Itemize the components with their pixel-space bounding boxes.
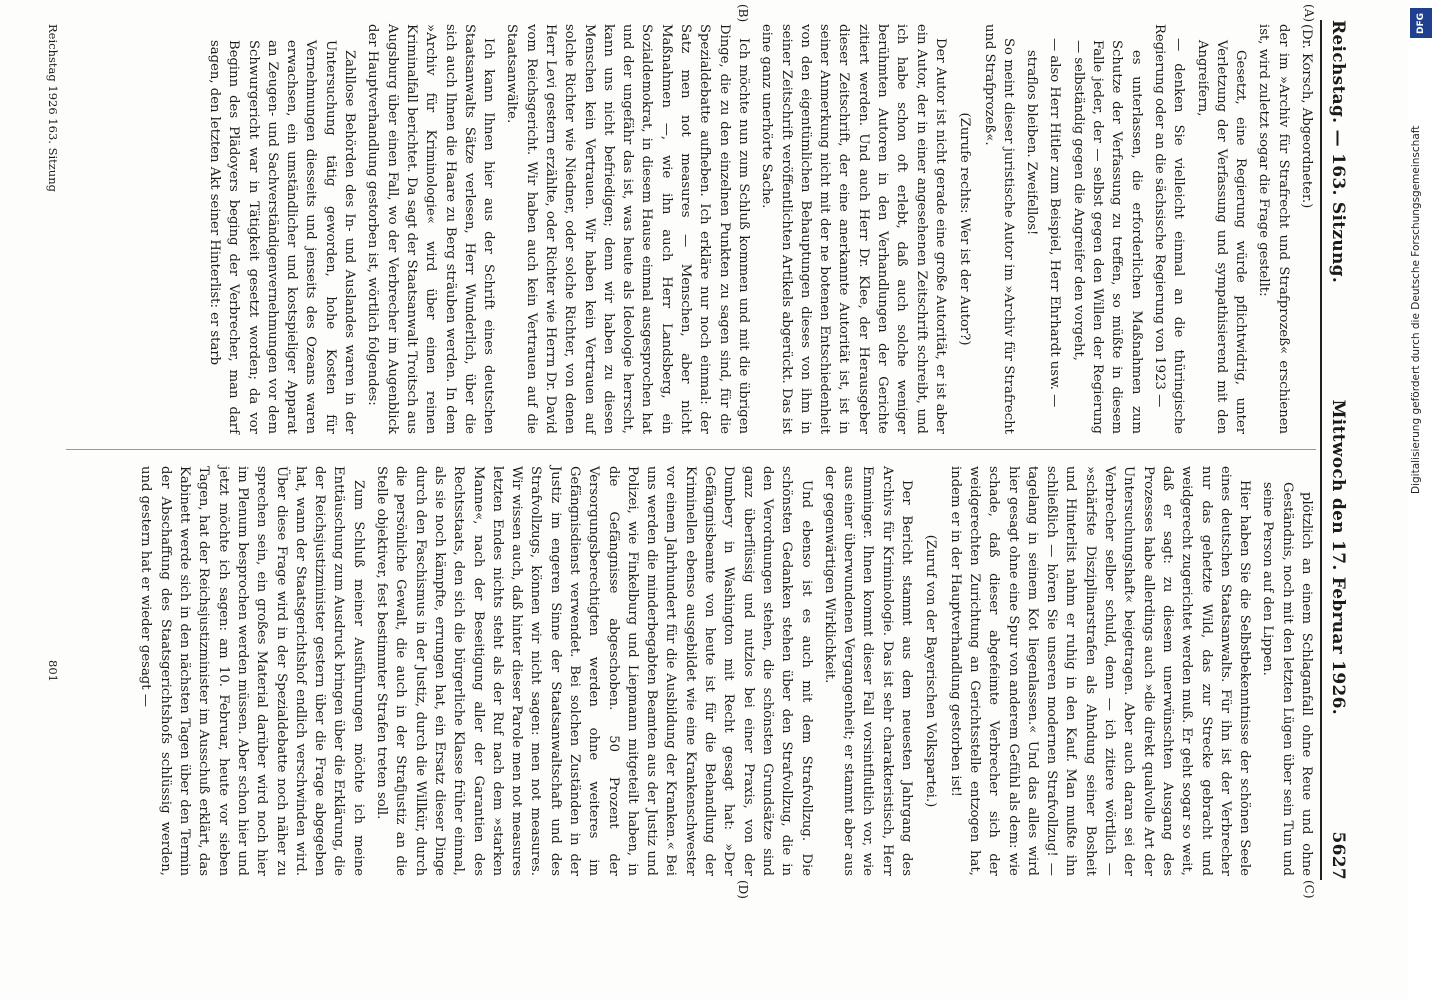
digitization-credit: Digitalisierung gefördert durch die Deutsche Forschungsgemeinschaft xyxy=(1410,125,1422,494)
quotation: straflos bleiben. Zweifellos! xyxy=(1024,50,1040,236)
quotation: Zahllose Behörden des In- und Auslandes waren in der Untersuchung tätig geworden, hohe Kosten für Vernehmungen diesseits und jenseits des Ozeans waren erwachsen, ein umständlicher und kostspieliger Apparat an Zeugen- und Sachverständigenvernehmungen vor dem Schwurgericht war in Tätigkeit gesetzt worden; da vor Beginn des Plädoyers beging der Verbrecher, man darf sagen, den letzten Akt seiner Hinterlist: er starb xyxy=(206,40,358,434)
margin-mark-b: (B) xyxy=(736,4,750,23)
column-rule xyxy=(66,449,1316,450)
paragraph: Ich möchte nun zum Schluß kommen und mit die übrigen Dinge, die zu den einzelnen Punkten zu sagen sind, für die Spezialdebatte aufheben. Ich erkläre nur noch einmal: der Satz men not measures — Menschen, aber nicht Maßnahmen —, wie ihn auch Herr Landsberg, ein Sozialdemokrat, in diesem Hause einmal ausgesprochen hat und der ungefähr das ist, was heute als Ideologie herrscht, kann uns nicht befriedigen; denn wir haben zu diesen Menschen kein Vertrauen. Wir haben kein Vertrauen auf solche Richter wie Niedner, oder solche Richter, von denen Herr Levi gestern erzählte, oder Richter wie Herrn Dr. David vom Reichsgericht. Wir haben auch kein Vertrauen auf die Staatsanwälte. xyxy=(504,24,751,434)
footer-signature: Reichstag 1926 163. Sitzung xyxy=(46,24,60,192)
header-date: Mittwoch den 17. Februar 1926. xyxy=(1328,399,1348,715)
right-margin xyxy=(1408,0,1434,1000)
margin-mark-c: (C) xyxy=(1302,880,1316,899)
quotation: es unterlassen, die erforderlichen Maßnahmen zum Schutze der Verfassung zu treffen, so müßte in diesem Falle jeder, der — selbst gegen den Willen der Regierung — selbständig gegen die Angreifer den vorgeht, xyxy=(1070,40,1144,434)
paragraph: Hier haben Sie die Selbstbekenntnisse der schönen Seele eines deutschen Staatsanwalts. Für ihn ist der Verbrecher nur das gehetzte Wild, das zur Strecke gebracht und weidgerecht zugerichtet werden muß. Er geht sogar so weit, daß er sagt: zu diesem unerwünschten Ausgang des Prozesses habe allerdings auch »die direkt qualvolle Art der Untersuchungshaft« beigetragen. Aber auch daran sei der Verbrecher selber schuld, denn — ich zitiere wörtlich — »schärfste Disziplinarstrafen als Ahndung seiner Bosheit und Hinterlist nahm er ruhig in den Kauf. Man mußte ihn schließlich — hören Sie unseren modernen Strafvollzug! — tagelang in seinem Kot liegenlassen.« Und das alles wird hier gesagt ohne eine Spur von anderem Gefühl als dem: wie schade, daß dieser abgefeimte Verbrecher sich der weidgerechten Zurichtung an Gerichtsstelle entzogen hat, indem er in der Hauptverhandlung gestorben ist! xyxy=(947,466,1253,876)
left-column xyxy=(201,24,1316,434)
interjection: (Zurufe rechts: Wer ist der Autor?) xyxy=(957,112,973,346)
paragraph: Der Bericht stammt aus dem neuesten Jahrgang des Archivs für Kriminologie. Das ist sehr charakteristisch, Herr Emminger. Ihnen kommt dieser Fall vorsintflutlich vor, wie aus einer überwundenen Vergangenheit; er stammt aber aus der gegenwärtigen Wirklichkeit. xyxy=(821,466,915,876)
interjection: (Zuruf von der Bayerischen Volkspartei.) xyxy=(923,534,939,808)
paragraph: Der Autor ist nicht gerade eine große Autorität, er ist aber ein Autor, der in einer angesehenen Zeitschrift schreibt, und ich habe schon oft erlebt, daß auch solche weniger berühmten Autoren in den Verhandlungen der Gerichte zitiert werden. Und auch Herr Dr. Klee, der Herausgeber dieser Zeitschrift, der eine anerkannte Autorität ist, ist in seiner Anmerkung nicht mit der ne botenen Entschiedenheit von den eigentümlichen Behauptungen dieses von ihm in seiner Zeitschrift veröffentlichten Artikels abgerückt. Das ist eine ganz unerhörte Sache. xyxy=(759,24,948,434)
quotation: plötzlich an einem Schlaganfall ohne Reue und ohne Geständnis, noch mit den letzten Lügen über sein Tun und seine Person auf den Lippen. xyxy=(1260,482,1314,876)
paragraph: So meint dieser juristische Autor im »Archiv für Strafrecht und Strafprozeß«. xyxy=(981,24,1016,434)
paragraph: Ich kann Ihnen hier aus der Schrift eines deutschen Staatsanwalts Sätze verlesen, Herr Wunderlich, über die sich auch Ihnen die Haare zu Berg sträuben werden. In dem »Archiv für Kriminologie« wird über einen reinen Kriminalfall berichtet. Da sagt der Staatsanwalt Troitsch aus Augsburg über einen Fall, wo der Verbrecher im Augenblick der Hauptverhandlung gestorben ist, wörtlich folgendes: xyxy=(365,24,497,434)
speaker-line: (Dr. Korsch, Abgeordneter.) xyxy=(1299,24,1314,209)
paragraph: der im »Archiv für Strafrecht und Strafprozeß« erschienen ist, wird zuletzt sogar die Frage gestellt: xyxy=(1256,24,1291,434)
footer-fold-number: 801 xyxy=(46,660,60,682)
running-head xyxy=(1320,20,1348,880)
paragraph: — also Herr Hitler zum Beispiel, Herr Ehrhardt usw. — xyxy=(1047,38,1063,408)
right-column xyxy=(132,466,1316,876)
paragraph: — denken Sie vielleicht einmal an die thüringische Regierung oder an die sächsische Regierung von 1923 — xyxy=(1151,24,1187,434)
paragraph: Und ebenso ist es auch mit dem Strafvollzug. Die schönsten Gedanken stehen über den Strafvollzug, die in den Verordnungen stehen, die schönsten Grundsätze sind ganz überflüssig und nutzlos bei einer Praxis, von der Dumbery in Washington mit Recht gesagt hat: »Der Gefängnisbeamte von heute ist für die Behandlung der Kriminellen ebenso ausgebildet wie eine Krankenschwester vor einem Jahrhundert für die Ausbildung der Kranken.« Bei uns werden die minderbegabten Beamten aus der Justiz und Polizei, wie Finkelburg und Liepmann mitgeteilt haben, in die Gefängnisse abgeschoben. 50 Prozent der Versorgungsberechtigten werden ohne weiteres im Gefängnisdienst verwendet. Bei solchen Zuständen in der Justiz im engeren Sinne der Staatsanwaltschaft und des Strafvollzugs, können wir nicht sagen: men not measures. Wir wissen auch, daß hinter dieser Parole men not measures letzten Endes nichts steht als der Ruf nach dem »starken Manne«, nach der Beseitigung aller der Garantien des Rechtsstaats, den sich die bürgerliche Klasse früher einmal, als sie noch kämpfte, errungen hat, ein Ersatz dieser Dinge durch den Faschismus in der Justiz, durch die Willkür, durch die persönliche Gewalt, die auch in der Strafjustiz an die Stelle objektiver, fest bestimmter Strafen treten soll. xyxy=(374,466,814,876)
paragraph: Zum Schluß meiner Ausführungen möchte ich meine Enttäuschung zum Ausdruck bringen über die Erklärung, die der Reichsjustizminister gestern über die Frage abgegeben hat, wann der Staatsgerichtshof endlich verschwinden wird. Über diese Frage wird in der Spezialdebatte noch näher zu sprechen sein, ein großes Material darüber wird noch hier im Plenum besprochen werden müssen. Aber schon hier und jetzt möchte ich sagen: am 10. Februar, heute vor sieben Tagen, hat der Reichsjustizminister im Ausschuß erklärt, das Kabinett werde sich in den nächsten Tagen über den Termin der Abschaffung des Staatsgerichtshofs schlüssig werden, und gestern hat er wieder gesagt — xyxy=(138,466,366,876)
margin-mark-d: (D) xyxy=(736,880,750,899)
header-session: Reichstag. — 163. Sitzung. xyxy=(1328,20,1348,284)
header-page-number: 5627 xyxy=(1328,831,1348,880)
quotation: Gesetzt, eine Regierung würde pflichtwidrig, unter Verletzung der Verfassung und sympathisierend mit den Angreifern, xyxy=(1194,40,1249,434)
margin-mark-a: (A) xyxy=(1302,4,1316,23)
dfg-logo: DFG xyxy=(1410,8,1432,38)
